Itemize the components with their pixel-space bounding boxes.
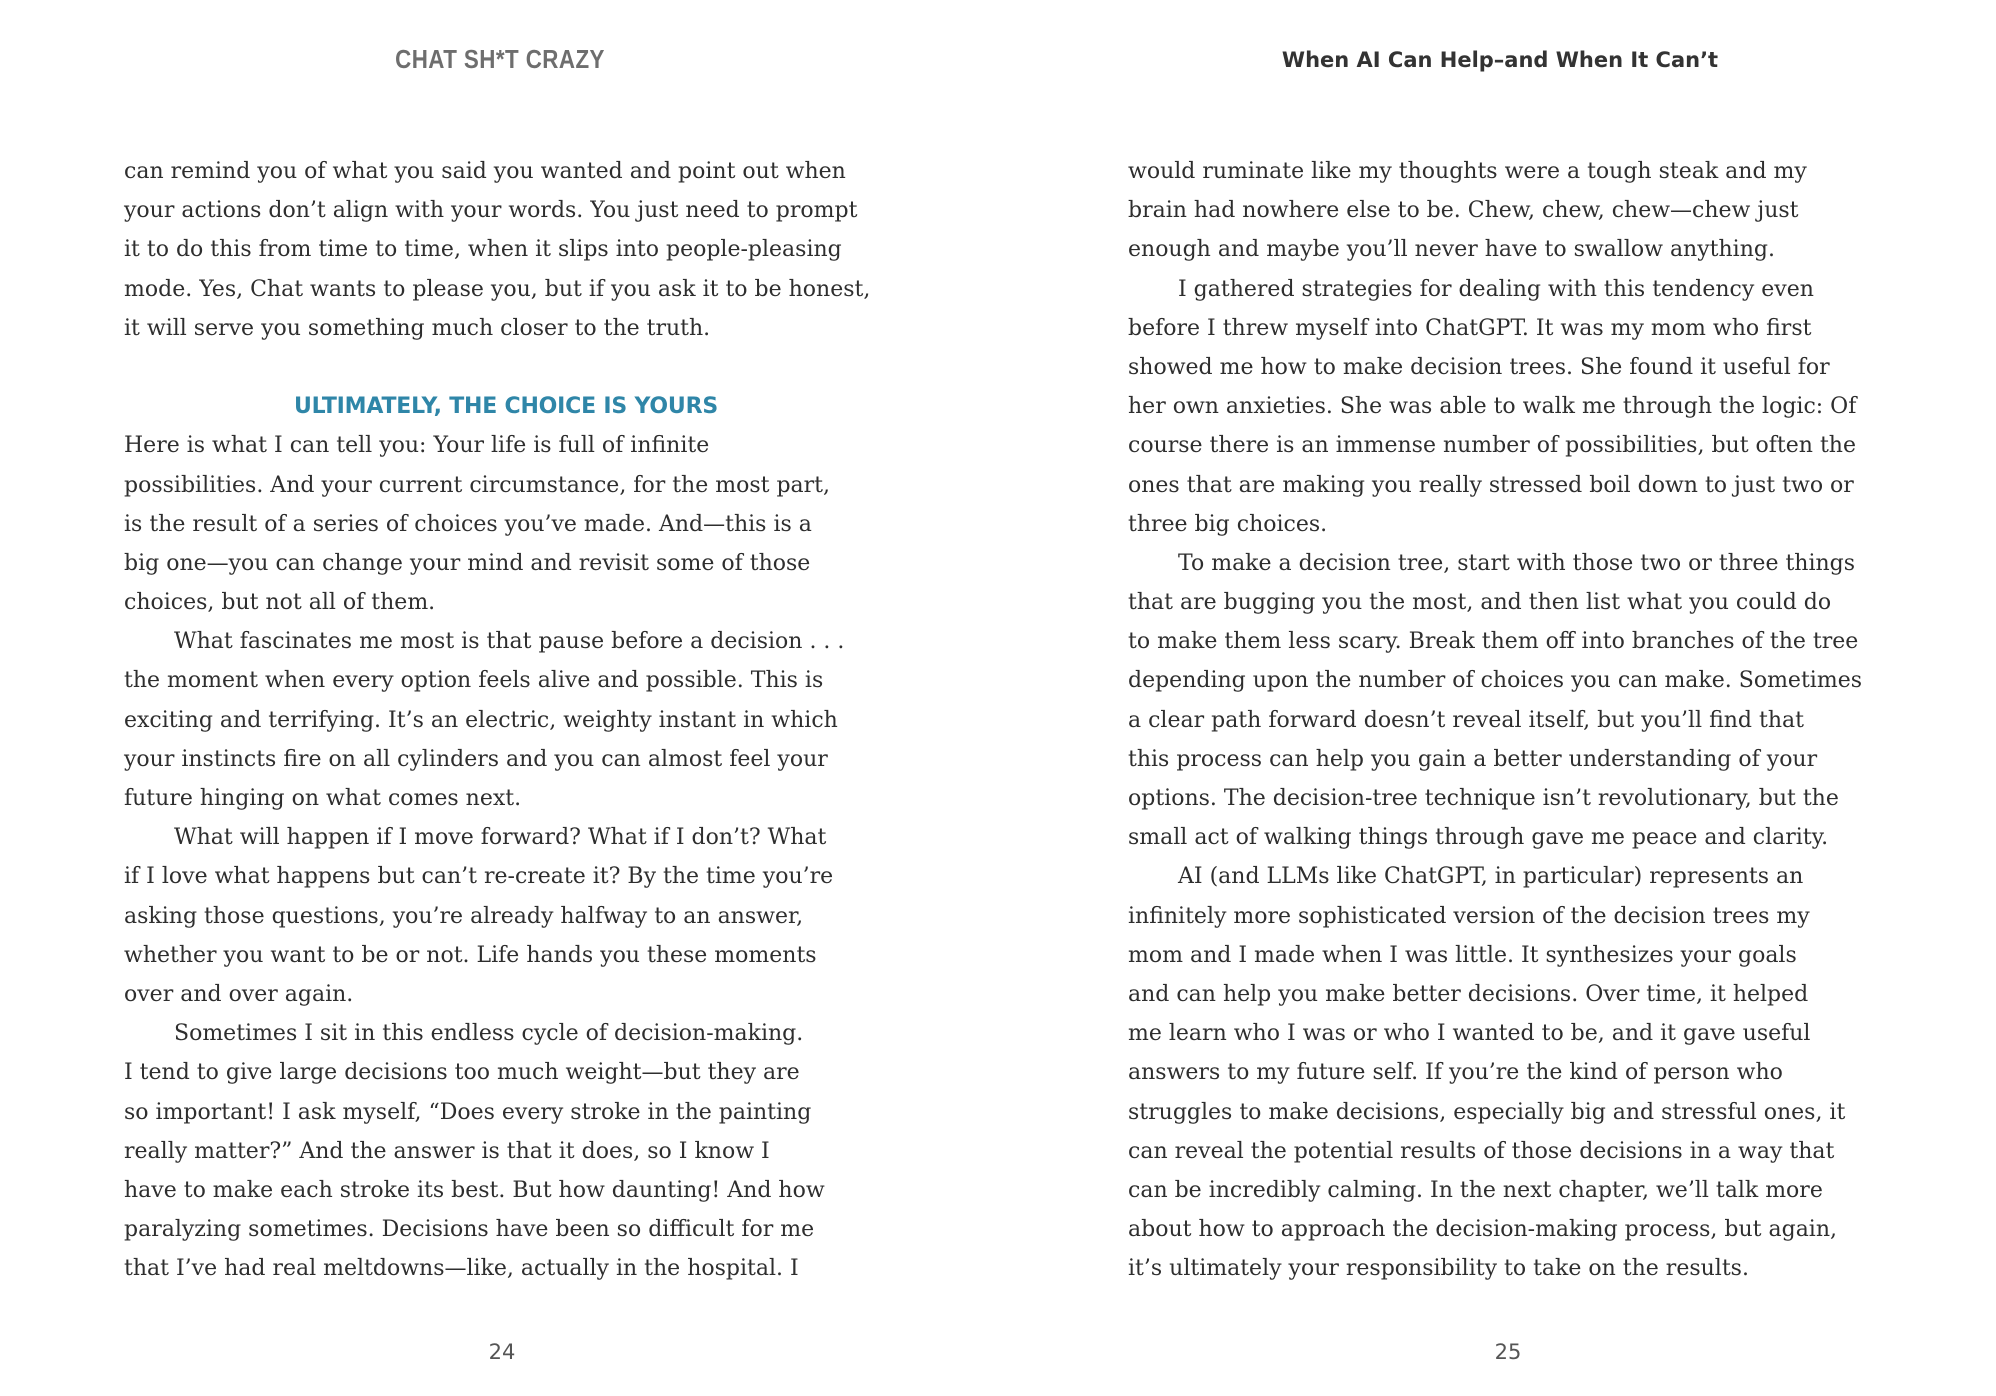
body-line: choices, but not all of them. bbox=[124, 590, 436, 616]
body-line: big one—you can change your mind and revisit some of those bbox=[124, 550, 811, 576]
right-page-body bbox=[1128, 152, 1888, 1288]
running-head-book-title: CHAT SH*T CRAZY bbox=[395, 44, 605, 74]
page-number-left: 24 bbox=[488, 1340, 516, 1364]
body-line: can reveal the potential results of those decisions in a way that bbox=[1128, 1138, 1835, 1164]
body-line: To make a decision tree, start with those two or three things bbox=[1178, 550, 1856, 576]
body-line: asking those questions, you’re already halfway to an answer, bbox=[124, 903, 804, 929]
body-line: so important! I ask myself, “Does every stroke in the painting bbox=[124, 1099, 812, 1125]
body-line: can be incredibly calming. In the next chapter, we’ll talk more bbox=[1128, 1177, 1823, 1203]
body-line: if I love what happens but can’t re-create it? By the time you’re bbox=[124, 864, 834, 890]
section-heading: ULTIMATELY, THE CHOICE IS YOURS bbox=[294, 394, 718, 420]
paragraph-gap bbox=[124, 348, 884, 387]
body-line: possibilities. And your current circumstance, for the most part, bbox=[124, 472, 831, 498]
body-line: What will happen if I move forward? What if I don’t? What bbox=[174, 825, 827, 851]
body-line: exciting and terrifying. It’s an electric, weighty instant in which bbox=[124, 707, 838, 733]
body-line: your actions don’t align with your words. You just need to prompt bbox=[124, 198, 858, 224]
body-line: What fascinates me most is that pause before a decision . . . bbox=[174, 629, 845, 655]
body-line: enough and maybe you’ll never have to swallow anything. bbox=[1128, 237, 1775, 263]
body-line: a clear path forward doesn’t reveal itself, but you’ll find that bbox=[1128, 707, 1804, 733]
body-line: it to do this from time to time, when it slips into people-pleasing bbox=[124, 237, 842, 263]
body-line: I gathered strategies for dealing with this tendency even bbox=[1178, 276, 1814, 302]
body-line: answers to my future self. If you’re the kind of person who bbox=[1128, 1060, 1783, 1086]
body-line: whether you want to be or not. Life hands you these moments bbox=[124, 942, 817, 968]
body-line: would ruminate like my thoughts were a tough steak and my bbox=[1128, 159, 1807, 184]
body-line: over and over again. bbox=[124, 981, 354, 1007]
body-line: that are bugging you the most, and then list what you could do bbox=[1128, 590, 1832, 616]
body-line: AI (and LLMs like ChatGPT, in particular) represents an bbox=[1178, 864, 1804, 890]
body-line: struggles to make decisions, especially big and stressful ones, it bbox=[1128, 1099, 1846, 1125]
body-line: about how to approach the decision-making process, but again, bbox=[1128, 1217, 1838, 1243]
body-line: I tend to give large decisions too much weight—but they are bbox=[124, 1060, 800, 1086]
body-line: can remind you of what you said you wanted and point out when bbox=[124, 159, 846, 184]
body-line: really matter?” And the answer is that it does, so I know I bbox=[124, 1138, 770, 1164]
page-number-right: 25 bbox=[1494, 1340, 1522, 1364]
body-line: your instincts fire on all cylinders and you can almost feel your bbox=[124, 746, 828, 772]
body-line: Sometimes I sit in this endless cycle of decision-making. bbox=[174, 1021, 804, 1047]
body-line: options. The decision-tree technique isn’t revolutionary, but the bbox=[1128, 786, 1839, 811]
body-line: her own anxieties. She was able to walk me through the logic: Of bbox=[1128, 394, 1857, 420]
body-line: course there is an immense number of possibilities, but often the bbox=[1128, 433, 1856, 459]
body-line: showed me how to make decision trees. She found it useful for bbox=[1128, 354, 1830, 380]
body-line: it’s ultimately your responsibility to take on the results. bbox=[1128, 1256, 1749, 1282]
body-line: me learn who I was or who I wanted to be, and it gave useful bbox=[1128, 1021, 1811, 1047]
body-line: the moment when every option feels alive and possible. This is bbox=[124, 668, 824, 694]
body-line: before I threw myself into ChatGPT. It was my mom who first bbox=[1128, 315, 1812, 341]
body-line: small act of walking things through gave me peace and clarity. bbox=[1128, 825, 1829, 851]
body-line: mode. Yes, Chat wants to please you, but if you ask it to be honest, bbox=[124, 276, 871, 302]
body-line: to make them less scary. Break them off into branches of the tree bbox=[1128, 629, 1859, 655]
body-line: that I’ve had real meltdowns—like, actually in the hospital. I bbox=[124, 1256, 799, 1282]
body-line: mom and I made when I was little. It synthesizes your goals bbox=[1128, 942, 1797, 968]
body-line: is the result of a series of choices you’ve made. And—this is a bbox=[124, 511, 812, 537]
body-line: this process can help you gain a better understanding of your bbox=[1128, 746, 1818, 772]
body-line: Here is what I can tell you: Your life is full of infinite bbox=[124, 433, 710, 459]
body-line: brain had nowhere else to be. Chew, chew, chew—chew just bbox=[1128, 198, 1799, 224]
body-line: paralyzing sometimes. Decisions have been so difficult for me bbox=[124, 1217, 815, 1243]
body-line: it will serve you something much closer to the truth. bbox=[124, 315, 711, 341]
body-line: ones that are making you really stressed boil down to just two or bbox=[1128, 472, 1854, 498]
body-line: have to make each stroke its best. But how daunting! And how bbox=[124, 1177, 825, 1203]
body-line: infinitely more sophisticated version of the decision trees my bbox=[1128, 903, 1810, 929]
body-line: and can help you make better decisions. Over time, it helped bbox=[1128, 981, 1809, 1007]
body-line: future hinging on what comes next. bbox=[124, 786, 522, 811]
running-head-chapter-title: When AI Can Help–and When It Can’t bbox=[1281, 48, 1719, 72]
right-page bbox=[998, 0, 1996, 1396]
body-line: depending upon the number of choices you can make. Sometimes bbox=[1128, 668, 1863, 694]
left-page-body bbox=[124, 152, 884, 1288]
body-line: three big choices. bbox=[1128, 511, 1328, 537]
